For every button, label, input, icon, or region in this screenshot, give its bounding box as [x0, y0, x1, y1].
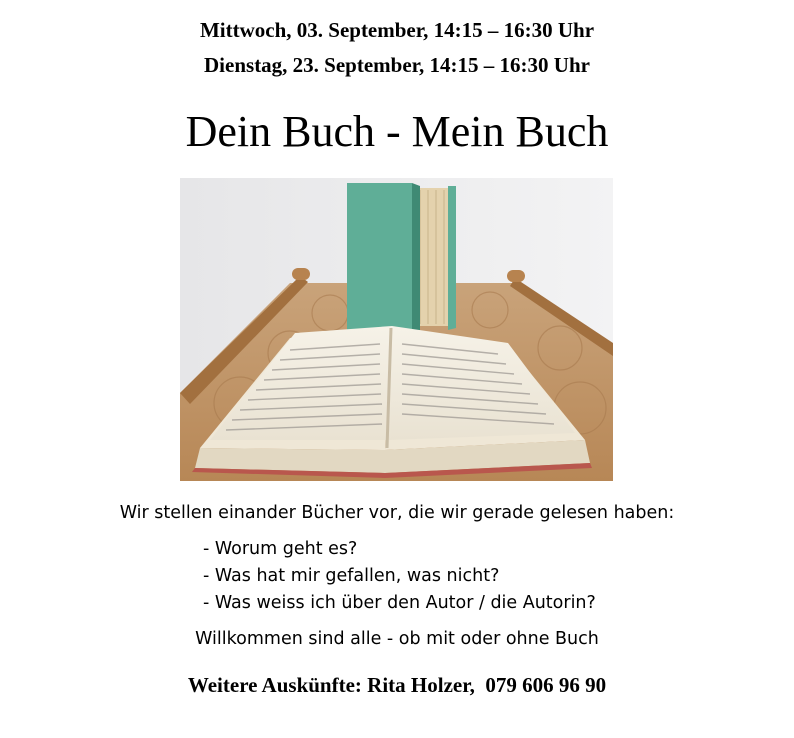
- page-title: Dein Buch - Mein Buch: [185, 107, 609, 156]
- books-photo: [180, 178, 613, 481]
- intro-text: Wir stellen einander Bücher vor, die wir gerade gelesen haben:: [119, 503, 675, 523]
- question-list: [203, 539, 596, 620]
- event-date-1: Mittwoch, 03. September, 14:15 – 16:30 Uhr: [199, 18, 595, 42]
- list-item: - Was weiss ich über den Autor / die Autorin?: [203, 593, 596, 613]
- welcome-text: Willkommen sind alle - ob mit oder ohne Buch: [195, 629, 599, 649]
- list-item: - Was hat mir gefallen, was nicht?: [203, 566, 500, 586]
- contact-info: Weitere Auskünfte: Rita Holzer, 079 606 96 90: [187, 673, 607, 697]
- list-item: - Worum geht es?: [203, 539, 358, 559]
- event-date-2: Dienstag, 23. September, 14:15 – 16:30 Uhr: [204, 53, 590, 77]
